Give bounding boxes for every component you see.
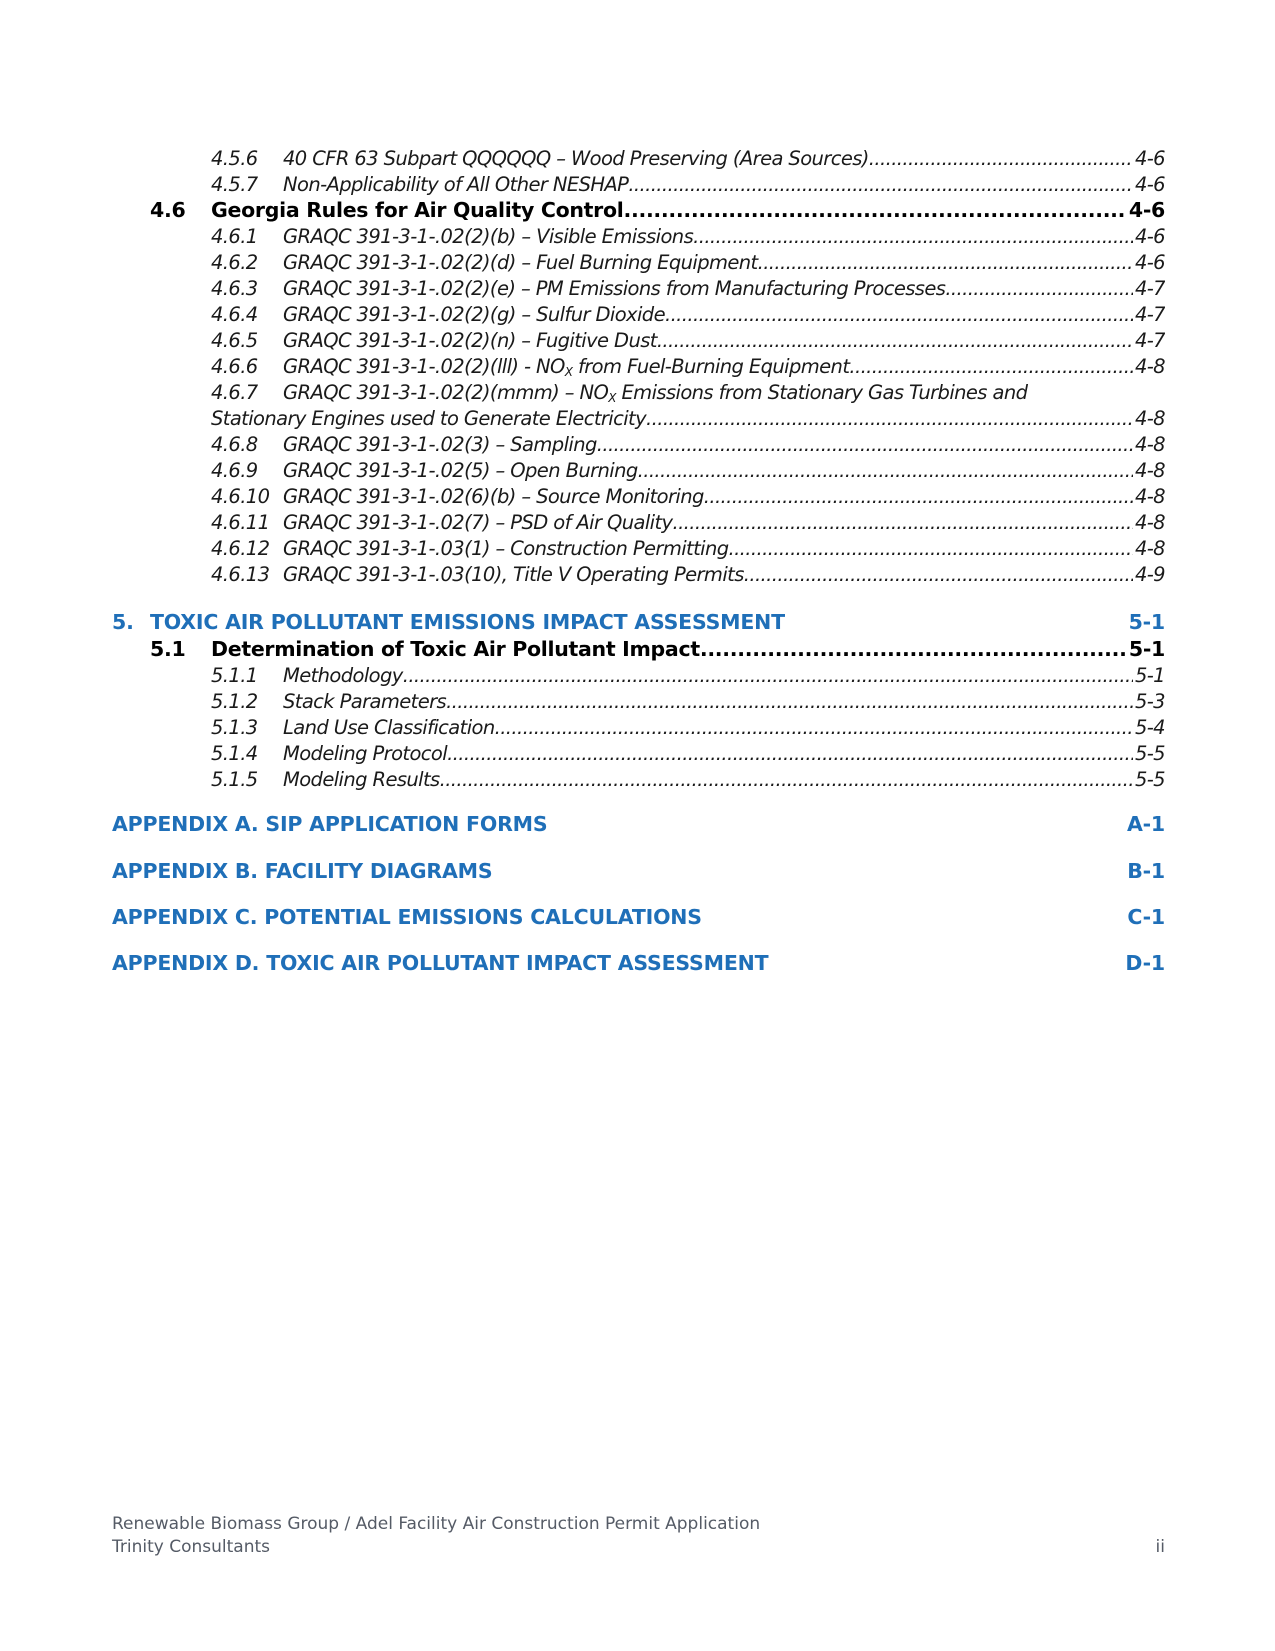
appendix-title: APPENDIX D. TOXIC AIR POLLUTANT IMPACT ASSESSMENT (112, 951, 769, 975)
toc-appendix-a[interactable] (112, 811, 1165, 838)
appendix-title: APPENDIX A. SIP APPLICATION FORMS (112, 812, 548, 836)
entry-title: GRAQC 391-3-1-.02(2)(d) – Fuel Burning Equipment (283, 251, 758, 274)
entry-page: 4-8 (1134, 433, 1165, 456)
toc-entry-4-6-7-continued[interactable] (211, 405, 1165, 432)
entry-page: 5-5 (1134, 742, 1165, 765)
toc-entry-4-6-9[interactable] (211, 457, 1165, 484)
entry-title-pre: GRAQC 391-3-1-.02(2)(lll) - NO (283, 355, 565, 378)
entry-page: 5-4 (1134, 716, 1165, 739)
toc-entry-4-6-13[interactable] (211, 561, 1165, 588)
leader-dots (700, 636, 1127, 663)
appendix-title: APPENDIX B. FACILITY DIAGRAMS (112, 859, 493, 883)
entry-title: Modeling Protocol (283, 742, 448, 765)
footer-page-number: ii (1155, 1537, 1165, 1557)
entry-title-pre: GRAQC 391-3-1-.02(2)(mmm) – NO (283, 381, 609, 404)
entry-title: GRAQC 391-3-1-.02(5) – Open Burning (283, 459, 638, 482)
entry-title: GRAQC 391-3-1-.02(2)(b) – Visible Emissions (283, 225, 694, 248)
entry-number: 4.6.7 (211, 381, 258, 404)
toc-section-4-6[interactable] (150, 197, 1165, 224)
toc-entry-4-6-1[interactable] (211, 223, 1165, 250)
toc-section-5-1[interactable] (150, 636, 1165, 663)
toc-entry-5-1-3[interactable] (211, 714, 1165, 741)
leader-dots (657, 327, 1133, 354)
leader-dots (728, 535, 1132, 562)
entry-number: 4.6.6 (211, 355, 258, 378)
entry-page: 4-6 (1134, 147, 1165, 170)
leader-dots (665, 301, 1133, 328)
entry-page: 5-1 (1134, 664, 1165, 687)
leader-dots (447, 740, 1133, 767)
entry-title: GRAQC 391-3-1-.02(2)(e) – PM Emissions from Manufacturing Processes (283, 277, 946, 300)
entry-page: 5-5 (1134, 768, 1165, 791)
toc-entry-4-6-7[interactable] (211, 379, 1165, 406)
entry-number: 4.5.6 (211, 147, 258, 170)
section-number: 5.1 (150, 637, 186, 661)
toc-entry-4-6-10[interactable] (211, 483, 1165, 510)
entry-page: 4-8 (1134, 511, 1165, 534)
appendix-page: C-1 (1127, 905, 1165, 929)
entry-page: 4-6 (1134, 225, 1165, 248)
appendix-title: APPENDIX C. POTENTIAL EMISSIONS CALCULATIONS (112, 905, 702, 929)
entry-title: GRAQC 391-3-1-.02(6)(b) – Source Monitoring (283, 485, 704, 508)
entry-title: 40 CFR 63 Subpart QQQQQQ – Wood Preserving (Area Sources) (283, 147, 869, 170)
toc-entry-4-5-7[interactable] (211, 171, 1165, 198)
entry-page: 4-6 (1134, 251, 1165, 274)
entry-title (283, 353, 849, 380)
entry-number: 4.6.10 (211, 485, 270, 508)
entry-number: 5.1.2 (211, 690, 258, 713)
entry-title-continued: Stationary Engines used to Generate Electricity (211, 407, 647, 430)
chapter-title: TOXIC AIR POLLUTANT EMISSIONS IMPACT ASSESSMENT (150, 610, 785, 634)
leader-dots (758, 249, 1133, 276)
section-page: 4-6 (1128, 198, 1165, 222)
entry-number: 4.6.1 (211, 225, 258, 248)
entry-number: 4.6.5 (211, 329, 258, 352)
entry-number: 4.6.11 (211, 511, 270, 534)
leader-dots (646, 405, 1133, 432)
entry-page: 4-7 (1134, 277, 1165, 300)
leader-dots (672, 509, 1132, 536)
entry-page: 4-8 (1134, 459, 1165, 482)
toc-chapter-5[interactable] (112, 609, 1165, 636)
toc-appendix-b[interactable] (112, 858, 1165, 885)
toc-appendix-c[interactable] (112, 904, 1165, 931)
footer-company: Trinity Consultants (112, 1537, 271, 1557)
toc-entry-4-6-2[interactable] (211, 249, 1165, 276)
chapter-number: 5. (112, 610, 134, 634)
entry-title: GRAQC 391-3-1-.02(2)(g) – Sulfur Dioxide (283, 303, 665, 326)
entry-page: 4-7 (1134, 329, 1165, 352)
entry-number: 4.6.9 (211, 459, 258, 482)
leader-dots (945, 275, 1133, 302)
entry-title-subscript: X (564, 365, 573, 379)
leader-dots (704, 483, 1133, 510)
toc-entry-4-5-6[interactable] (211, 145, 1165, 172)
leader-dots (869, 145, 1133, 172)
entry-page: 4-8 (1134, 355, 1165, 378)
toc-entry-4-6-6[interactable] (211, 353, 1165, 380)
toc-appendix-d[interactable] (112, 950, 1165, 977)
section-title: Georgia Rules for Air Quality Control (211, 198, 624, 222)
entry-title: Modeling Results (283, 768, 440, 791)
entry-page: 4-8 (1134, 485, 1165, 508)
leader-dots (628, 171, 1133, 198)
entry-title-post: from Fuel-Burning Equipment (572, 355, 850, 378)
entry-page: 4-9 (1134, 563, 1165, 586)
entry-number: 4.6.2 (211, 251, 258, 274)
section-page: 5-1 (1128, 637, 1165, 661)
entry-number: 5.1.3 (211, 716, 258, 739)
toc-entry-4-6-8[interactable] (211, 431, 1165, 458)
entry-title (283, 379, 1027, 406)
entry-title: Non-Applicability of All Other NESHAP (283, 173, 629, 196)
leader-dots (744, 561, 1133, 588)
leader-dots (495, 714, 1133, 741)
entry-title: GRAQC 391-3-1-.02(2)(n) – Fugitive Dust (283, 329, 657, 352)
entry-number: 4.6.8 (211, 433, 258, 456)
toc-entry-5-1-2[interactable] (211, 688, 1165, 715)
entry-number: 4.6.13 (211, 563, 270, 586)
section-number: 4.6 (150, 198, 186, 222)
entry-title: Land Use Classification (283, 716, 495, 739)
entry-title-subscript: X (608, 391, 616, 405)
entry-number: 5.1.5 (211, 768, 258, 791)
appendix-page: B-1 (1127, 859, 1165, 883)
toc-entry-4-6-12[interactable] (211, 535, 1165, 562)
toc-entry-5-1-1[interactable] (211, 662, 1165, 689)
entry-title: Stack Parameters (283, 690, 447, 713)
leader-dots (403, 662, 1133, 689)
leader-dots (638, 457, 1133, 484)
toc-entry-4-6-3[interactable] (211, 275, 1165, 302)
entry-number: 5.1.1 (211, 664, 258, 687)
entry-title: Methodology (283, 664, 403, 687)
leader-dots (440, 766, 1133, 793)
entry-page: 4-8 (1134, 537, 1165, 560)
footer-project-title: Renewable Biomass Group / Adel Facility Air Construction Permit Application (112, 1514, 761, 1534)
toc-entry-4-6-5[interactable] (211, 327, 1165, 354)
toc-entry-5-1-5[interactable] (211, 766, 1165, 793)
entry-number: 4.6.12 (211, 537, 270, 560)
chapter-page: 5-1 (1128, 610, 1165, 634)
entry-number: 4.5.7 (211, 173, 258, 196)
toc-entry-4-6-11[interactable] (211, 509, 1165, 536)
entry-number: 4.6.3 (211, 277, 258, 300)
entry-page: 5-3 (1134, 690, 1165, 713)
entry-page: 4-8 (1134, 407, 1165, 430)
entry-number: 4.6.4 (211, 303, 258, 326)
entry-title: GRAQC 391-3-1-.03(10), Title V Operating Permits (283, 563, 744, 586)
entry-title: GRAQC 391-3-1-.02(3) – Sampling (283, 433, 597, 456)
leader-dots (693, 223, 1133, 250)
entry-number: 5.1.4 (211, 742, 258, 765)
entry-page: 4-6 (1134, 173, 1165, 196)
entry-title-post: Emissions from Stationary Gas Turbines and (615, 381, 1028, 404)
toc-entry-4-6-4[interactable] (211, 301, 1165, 328)
entry-title: GRAQC 391-3-1-.02(7) – PSD of Air Quality (283, 511, 673, 534)
appendix-page: A-1 (1126, 812, 1165, 836)
entry-title: GRAQC 391-3-1-.03(1) – Construction Permitting (283, 537, 729, 560)
leader-dots (849, 353, 1133, 380)
appendix-page: D-1 (1125, 951, 1165, 975)
entry-page: 4-7 (1134, 303, 1165, 326)
toc-entry-5-1-4[interactable] (211, 740, 1165, 767)
leader-dots (623, 197, 1126, 224)
leader-dots (597, 431, 1133, 458)
section-title: Determination of Toxic Air Pollutant Impact (211, 637, 700, 661)
leader-dots (446, 688, 1133, 715)
